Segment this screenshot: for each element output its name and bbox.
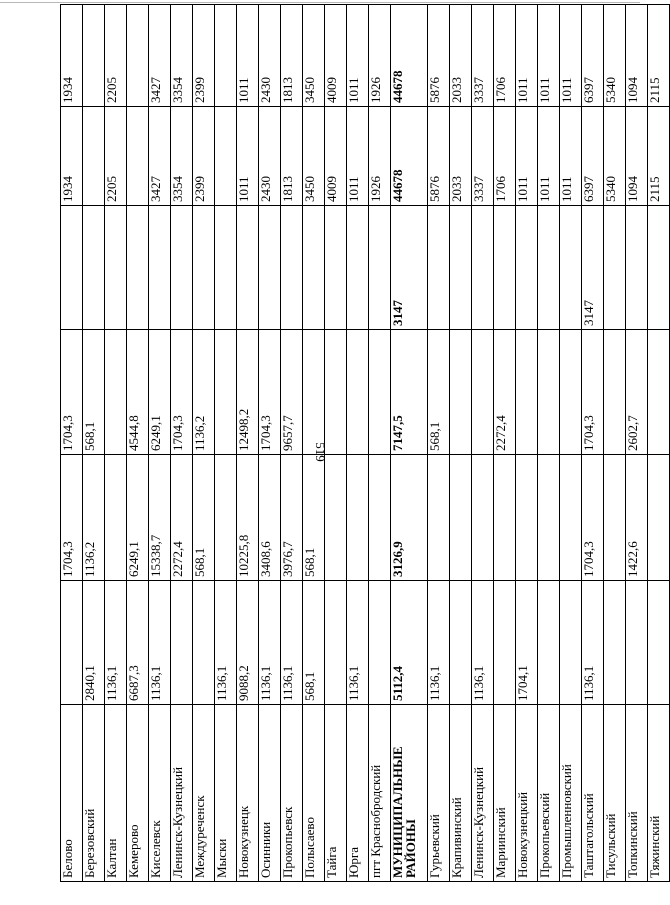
value-cell-c1: 1136,1 (259, 581, 281, 705)
value-cell-c5: 5876 (428, 107, 450, 206)
value-cell-c4 (428, 206, 450, 330)
value-cell-c6: 44678 (391, 5, 428, 107)
value-cell-c2 (450, 455, 472, 581)
row-name-cell: Крапивинский (450, 705, 472, 882)
value-cell-c2 (494, 455, 516, 581)
value-cell-c3 (560, 330, 582, 455)
value-cell-c6: 6397 (582, 5, 604, 107)
value-cell-c4 (626, 206, 648, 330)
page-number: 519 (313, 442, 328, 462)
value-cell-c5: 2115 (648, 107, 670, 206)
value-cell-c6: 2399 (193, 5, 215, 107)
value-cell-c6: 2205 (105, 5, 127, 107)
row-name-cell: Промышленновский (560, 705, 582, 882)
value-cell-c2 (369, 455, 391, 581)
table-row (303, 5, 325, 882)
value-cell-c4 (450, 206, 472, 330)
value-cell-c2: 1136,2 (83, 455, 105, 581)
table-row (648, 5, 670, 882)
value-cell-c5: 2205 (105, 107, 127, 206)
value-cell-c4 (472, 206, 494, 330)
value-cell-c3: 1704,3 (582, 330, 604, 455)
value-cell-c1 (450, 581, 472, 705)
value-cell-c3 (369, 330, 391, 455)
value-cell-c4 (538, 206, 560, 330)
row-name-cell: Ленинск-Кузнецкий (472, 705, 494, 882)
value-cell-c1: 1704,1 (516, 581, 538, 705)
value-cell-c5: 2430 (259, 107, 281, 206)
table-row (604, 5, 626, 882)
value-cell-c4 (259, 206, 281, 330)
table-row (626, 5, 648, 882)
value-cell-c1 (648, 581, 670, 705)
value-cell-c1: 1136,1 (472, 581, 494, 705)
table-row (560, 5, 582, 882)
value-cell-c1 (538, 581, 560, 705)
value-cell-c3 (303, 330, 325, 455)
value-cell-c3: 12498,2 (237, 330, 259, 455)
value-cell-c2: 2272,4 (171, 455, 193, 581)
table-row (105, 5, 127, 882)
value-cell-c6: 1011 (347, 5, 369, 107)
value-cell-c6: 4009 (325, 5, 347, 107)
table-row (149, 5, 171, 882)
value-cell-c2 (325, 455, 347, 581)
data-table (60, 4, 670, 882)
value-cell-c2 (604, 455, 626, 581)
value-cell-c4 (127, 206, 149, 330)
value-cell-c2 (347, 455, 369, 581)
value-cell-c2: 6249,1 (127, 455, 149, 581)
value-cell-c6 (127, 5, 149, 107)
table-row (171, 5, 193, 882)
value-cell-c2 (215, 455, 237, 581)
value-cell-c1 (560, 581, 582, 705)
value-cell-c3: 4544,8 (127, 330, 149, 455)
value-cell-c3 (472, 330, 494, 455)
value-cell-c1: 1136,1 (149, 581, 171, 705)
value-cell-c3 (105, 330, 127, 455)
value-cell-c2: 15338,7 (149, 455, 171, 581)
value-cell-c4 (516, 206, 538, 330)
value-cell-c3 (450, 330, 472, 455)
value-cell-c1: 2840,1 (83, 581, 105, 705)
value-cell-c1 (626, 581, 648, 705)
row-name-cell: Калтан (105, 705, 127, 882)
value-cell-c1 (604, 581, 626, 705)
value-cell-c3 (516, 330, 538, 455)
table-row (538, 5, 560, 882)
value-cell-c1 (494, 581, 516, 705)
value-cell-c5 (83, 107, 105, 206)
value-cell-c2 (105, 455, 127, 581)
value-cell-c6: 3354 (171, 5, 193, 107)
value-cell-c4: 3147 (582, 206, 604, 330)
row-name-cell: Новокузнецкий (516, 705, 538, 882)
page-top-border (0, 2, 640, 3)
value-cell-c1: 1136,1 (347, 581, 369, 705)
value-cell-c3 (215, 330, 237, 455)
value-cell-c5: 1934 (61, 107, 83, 206)
value-cell-c5: 1011 (538, 107, 560, 206)
value-cell-c5: 2399 (193, 107, 215, 206)
row-name-cell: Киселевск (149, 705, 171, 882)
value-cell-c2 (560, 455, 582, 581)
value-cell-c6: 5340 (604, 5, 626, 107)
value-cell-c4 (494, 206, 516, 330)
rotated-table-container (60, 54, 662, 882)
row-name-cell: Юрга (347, 705, 369, 882)
value-cell-c2: 568,1 (303, 455, 325, 581)
row-name-cell: Мариинский (494, 705, 516, 882)
value-cell-c2: 1704,3 (61, 455, 83, 581)
value-cell-c3: 9657,7 (281, 330, 303, 455)
value-cell-c4 (369, 206, 391, 330)
value-cell-c4 (604, 206, 626, 330)
value-cell-c6: 2033 (450, 5, 472, 107)
table-row (347, 5, 369, 882)
value-cell-c2: 568,1 (193, 455, 215, 581)
value-cell-c1: 5112,4 (391, 581, 428, 705)
value-cell-c3: 2272,4 (494, 330, 516, 455)
row-name-cell: Тяжинский (648, 705, 670, 882)
value-cell-c5: 3354 (171, 107, 193, 206)
value-cell-c3 (347, 330, 369, 455)
value-cell-c5: 1813 (281, 107, 303, 206)
value-cell-c5: 1011 (560, 107, 582, 206)
value-cell-c6: 1706 (494, 5, 516, 107)
table-row (215, 5, 237, 882)
value-cell-c4 (193, 206, 215, 330)
row-name-cell: Новокузнецк (237, 705, 259, 882)
value-cell-c5 (127, 107, 149, 206)
row-name-cell: Тисульский (604, 705, 626, 882)
value-cell-c5: 6397 (582, 107, 604, 206)
value-cell-c4 (237, 206, 259, 330)
value-cell-c1 (369, 581, 391, 705)
value-cell-c5: 1011 (516, 107, 538, 206)
row-name-cell: Тайга (325, 705, 347, 882)
value-cell-c6 (215, 5, 237, 107)
row-name-cell: Ленинск-Кузнецкий (171, 705, 193, 882)
table-row (369, 5, 391, 882)
row-name-cell: Березовский (83, 705, 105, 882)
table-row (127, 5, 149, 882)
table-row (281, 5, 303, 882)
row-name-cell: Прокопьевск (281, 705, 303, 882)
value-cell-c6: 3450 (303, 5, 325, 107)
table-row (516, 5, 538, 882)
value-cell-c1: 568,1 (303, 581, 325, 705)
table-row (582, 5, 604, 882)
value-cell-c6: 1011 (516, 5, 538, 107)
value-cell-c4 (83, 206, 105, 330)
value-cell-c2 (538, 455, 560, 581)
value-cell-c5: 5340 (604, 107, 626, 206)
row-name-cell: Белово (61, 705, 83, 882)
value-cell-c1: 1136,1 (215, 581, 237, 705)
table-row (472, 5, 494, 882)
value-cell-c5: 1706 (494, 107, 516, 206)
row-name-cell: Полысаево (303, 705, 325, 882)
value-cell-c1: 9088,2 (237, 581, 259, 705)
value-cell-c5: 1926 (369, 107, 391, 206)
row-name-cell: пгт Краснобродский (369, 705, 391, 882)
value-cell-c1: 6687,3 (127, 581, 149, 705)
value-cell-c4 (105, 206, 127, 330)
value-cell-c2 (472, 455, 494, 581)
value-cell-c4 (303, 206, 325, 330)
value-cell-c3: 1136,2 (193, 330, 215, 455)
row-name-cell: Прокопьевский (538, 705, 560, 882)
value-cell-c4 (281, 206, 303, 330)
value-cell-c4 (61, 206, 83, 330)
value-cell-c2 (516, 455, 538, 581)
row-name-cell: МУНИЦИПАЛЬНЫЕ РАЙОНЫ (391, 705, 428, 882)
value-cell-c4 (215, 206, 237, 330)
value-cell-c3 (648, 330, 670, 455)
value-cell-c6: 1934 (61, 5, 83, 107)
value-cell-c6 (83, 5, 105, 107)
value-cell-c3: 568,1 (83, 330, 105, 455)
value-cell-c2: 1704,3 (582, 455, 604, 581)
value-cell-c1 (171, 581, 193, 705)
value-cell-c2: 3408,6 (259, 455, 281, 581)
value-cell-c3 (538, 330, 560, 455)
value-cell-c5: 3450 (303, 107, 325, 206)
value-cell-c5: 3337 (472, 107, 494, 206)
value-cell-c6: 1011 (237, 5, 259, 107)
value-cell-c1 (325, 581, 347, 705)
value-cell-c6: 1094 (626, 5, 648, 107)
value-cell-c3: 1704,3 (259, 330, 281, 455)
value-cell-c6: 1011 (560, 5, 582, 107)
value-cell-c2: 3976,7 (281, 455, 303, 581)
value-cell-c1: 1136,1 (582, 581, 604, 705)
value-cell-c5: 44678 (391, 107, 428, 206)
value-cell-c3 (604, 330, 626, 455)
value-cell-c6: 3337 (472, 5, 494, 107)
value-cell-c4: 3147 (391, 206, 428, 330)
value-cell-c3: 1704,3 (171, 330, 193, 455)
value-cell-c2: 1422,6 (626, 455, 648, 581)
table-row (494, 5, 516, 882)
table-row (237, 5, 259, 882)
table-row (325, 5, 347, 882)
value-cell-c4 (325, 206, 347, 330)
value-cell-c6: 2115 (648, 5, 670, 107)
value-cell-c2: 10225,8 (237, 455, 259, 581)
value-cell-c2: 3126,9 (391, 455, 428, 581)
row-name-cell: Мыски (215, 705, 237, 882)
value-cell-c1: 1136,1 (428, 581, 450, 705)
table-row (391, 5, 428, 882)
row-name-cell: Гурьевский (428, 705, 450, 882)
value-cell-c2 (648, 455, 670, 581)
table-row (83, 5, 105, 882)
value-cell-c1 (61, 581, 83, 705)
table-row (428, 5, 450, 882)
table-row (61, 5, 83, 882)
value-cell-c3: 568,1 (428, 330, 450, 455)
value-cell-c6: 3427 (149, 5, 171, 107)
value-cell-c4 (648, 206, 670, 330)
table-row (450, 5, 472, 882)
value-cell-c2 (428, 455, 450, 581)
value-cell-c5: 1094 (626, 107, 648, 206)
value-cell-c6: 1011 (538, 5, 560, 107)
value-cell-c6: 1926 (369, 5, 391, 107)
row-name-cell: Таштагольский (582, 705, 604, 882)
value-cell-c3 (325, 330, 347, 455)
row-name-cell: Междуреченск (193, 705, 215, 882)
table-body (61, 5, 670, 882)
value-cell-c5 (215, 107, 237, 206)
value-cell-c3: 7147,5 (391, 330, 428, 455)
value-cell-c4 (347, 206, 369, 330)
value-cell-c4 (149, 206, 171, 330)
row-name-cell: Осинники (259, 705, 281, 882)
value-cell-c4 (171, 206, 193, 330)
table-row (193, 5, 215, 882)
value-cell-c6: 5876 (428, 5, 450, 107)
row-name-cell: Топкинский (626, 705, 648, 882)
value-cell-c1: 1136,1 (281, 581, 303, 705)
value-cell-c1 (193, 581, 215, 705)
value-cell-c3: 2602,7 (626, 330, 648, 455)
value-cell-c5: 2033 (450, 107, 472, 206)
value-cell-c6: 1813 (281, 5, 303, 107)
value-cell-c4 (560, 206, 582, 330)
value-cell-c5: 3427 (149, 107, 171, 206)
value-cell-c5: 1011 (237, 107, 259, 206)
row-name-cell: Кемерово (127, 705, 149, 882)
value-cell-c6: 2430 (259, 5, 281, 107)
value-cell-c5: 4009 (325, 107, 347, 206)
table-row (259, 5, 281, 882)
value-cell-c5: 1011 (347, 107, 369, 206)
value-cell-c1: 1136,1 (105, 581, 127, 705)
value-cell-c3: 1704,3 (61, 330, 83, 455)
value-cell-c3: 6249,1 (149, 330, 171, 455)
